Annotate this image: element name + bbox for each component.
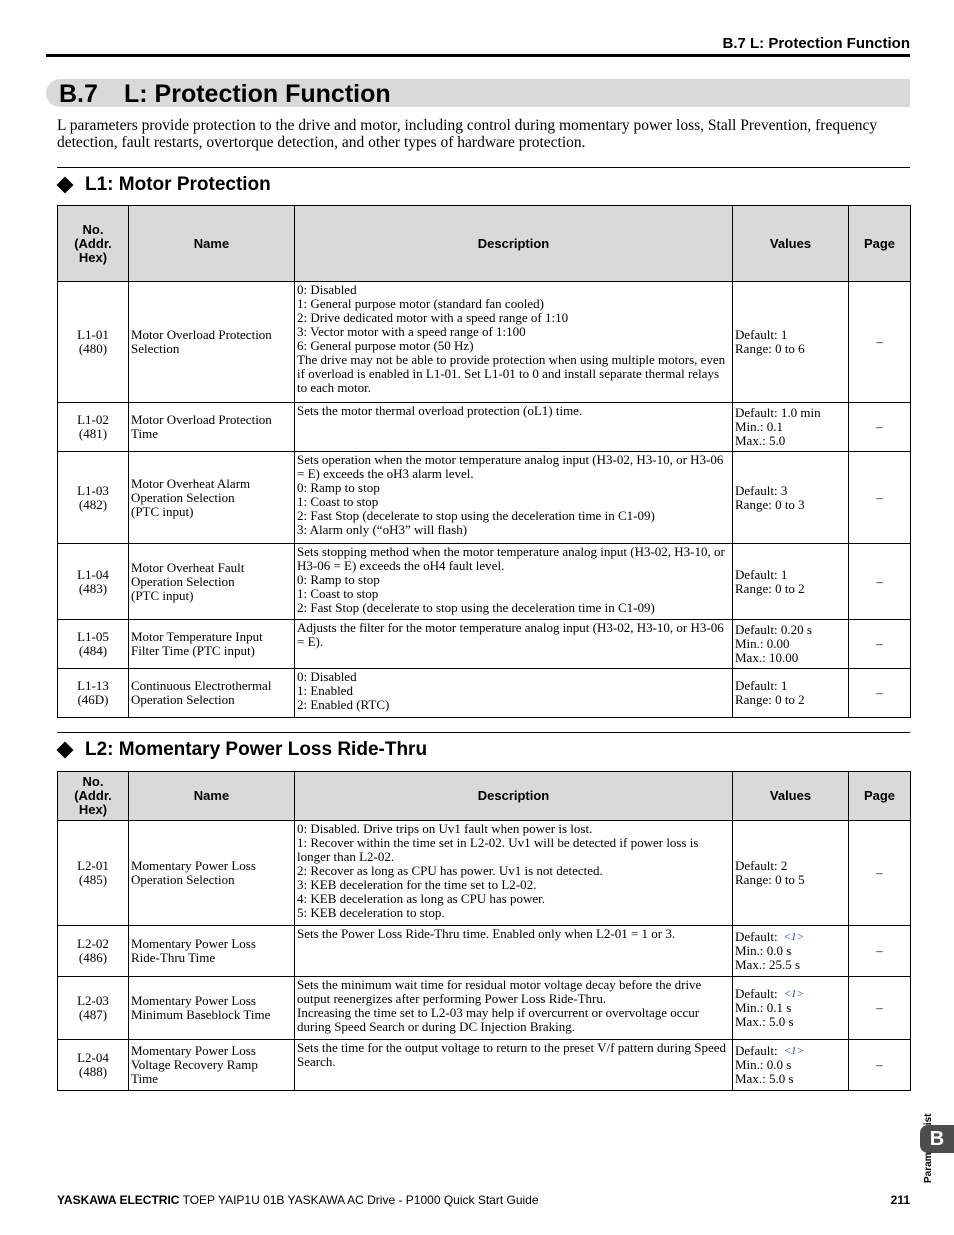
param-value: Range: 0 to 6 (735, 341, 805, 356)
param-description: 2: Fast Stop (decelerate to stop using the deceleration time in C1-09) (297, 600, 655, 615)
param-page-cell: – (849, 1040, 911, 1091)
param-number-cell (58, 669, 129, 718)
param-description: 2: Drive dedicated motor with a speed range of 1:10 (297, 310, 569, 325)
param-description: 0: Ramp to stop (297, 480, 380, 495)
param-name: Momentary Power Loss (131, 993, 256, 1008)
param-name-cell (129, 452, 295, 544)
param-description-cell (295, 403, 733, 452)
param-value: Default: 2 (735, 858, 788, 873)
param-values-cell (733, 620, 849, 669)
param-number: (482) (78, 496, 108, 512)
param-page-cell: – (849, 544, 911, 620)
param-number: (480) (78, 341, 108, 356)
param-description: Adjusts the filter for the motor temperature analog input (H3-02, H3-10, or H3-06 = E). (297, 620, 724, 649)
param-name: Operation Selection (131, 573, 235, 589)
param-name: Operation Selection (131, 489, 235, 505)
param-name: (PTC input) (131, 503, 194, 519)
param-number-cell (58, 926, 129, 977)
col-header-name: Name (129, 772, 295, 821)
param-description: 0: Ramp to stop (297, 572, 380, 587)
l2-heading (57, 739, 427, 761)
param-number: (486) (78, 950, 108, 965)
param-page-cell: – (849, 821, 911, 926)
footnote-reference[interactable]: <1> (783, 931, 804, 943)
col-header-no: No. (Addr. Hex) (58, 772, 129, 821)
param-description: 2: Enabled (RTC) (297, 697, 390, 712)
param-description: Sets the time for the output voltage to return to the preset V/f pattern during Speed Search. (297, 1040, 727, 1069)
param-name-cell (129, 926, 295, 977)
l1-heading (57, 174, 271, 196)
footnote-reference[interactable]: <1> (783, 988, 804, 1000)
param-name: Motor Overheat Fault (131, 559, 245, 575)
param-page-cell: – (849, 403, 911, 452)
param-description: 1: Enabled (297, 683, 353, 698)
param-name-cell (129, 282, 295, 403)
param-values-cell (733, 403, 849, 452)
param-value: Default: $^{<1>}$ (735, 1043, 804, 1058)
param-name: Operation Selection (131, 692, 235, 707)
param-value: Range: 0 to 2 (735, 580, 805, 596)
param-values-cell (733, 821, 849, 926)
param-name: Time (131, 1071, 158, 1086)
param-number: (46D) (77, 692, 109, 707)
param-description: 1: Coast to stop (297, 494, 379, 509)
param-description-cell (295, 452, 733, 544)
param-description: 0: Disabled (297, 669, 357, 684)
table-header-row (58, 772, 911, 821)
table-row (58, 452, 911, 544)
param-value: Max.: 5.0 s (735, 1014, 794, 1029)
param-page-cell: – (849, 977, 911, 1040)
table-row (58, 1040, 911, 1091)
param-description: 2: Recover as long as CPU has power. Uv1 is not detected. (297, 863, 603, 878)
param-number: L2-04 (77, 1050, 109, 1065)
footer-brand: YASKAWA ELECTRIC (57, 1193, 180, 1207)
param-value: Default: 1 (735, 566, 788, 582)
param-value: Max.: 5.0 (735, 433, 786, 448)
page-number: 211 (890, 1193, 910, 1207)
col-header-description: Description (295, 772, 733, 821)
param-value: Range: 0 to 5 (735, 872, 805, 887)
param-number-cell (58, 1040, 129, 1091)
param-value: Default: 0.20 s (735, 622, 812, 637)
param-name: Selection (131, 341, 180, 356)
param-number: (485) (78, 872, 108, 887)
col-header-values: Values (733, 772, 849, 821)
param-number: L2-02 (77, 936, 109, 951)
l1-parameter-table (57, 205, 911, 718)
param-values-cell (733, 977, 849, 1040)
running-header: B.7 L: Protection Function (722, 35, 910, 52)
param-number-cell (58, 452, 129, 544)
param-description-cell (295, 669, 733, 718)
param-number: L1-02 (77, 412, 109, 427)
param-description-cell (295, 1040, 733, 1091)
param-page-cell: – (849, 452, 911, 544)
param-description: 4: KEB deceleration as long as CPU has power. (297, 891, 546, 906)
param-name: Motor Overheat Alarm (131, 475, 251, 491)
param-name-cell (129, 1040, 295, 1091)
param-name: Continuous Electrothermal (131, 678, 272, 693)
param-page-cell: – (849, 620, 911, 669)
param-description: 5: KEB deceleration to stop. (297, 905, 445, 920)
table-row (58, 282, 911, 403)
param-description: 3: Alarm only (“oH3” will flash) (297, 522, 468, 537)
param-name: Time (131, 426, 158, 441)
section-number: B.7 (59, 80, 98, 108)
footer-doc: TOEP YAIP1U 01B YASKAWA AC Drive - P1000 Quick Start Guide (182, 1193, 539, 1207)
param-values-cell (733, 282, 849, 403)
param-description: 0: Disabled (297, 282, 357, 297)
param-values-cell (733, 544, 849, 620)
param-number: L1-01 (77, 327, 109, 342)
param-description-cell (295, 282, 733, 403)
param-name: Motor Overload Protection (131, 412, 272, 427)
param-number: (488) (78, 1064, 108, 1079)
param-values-cell (733, 1040, 849, 1091)
col-header-values: Values (733, 206, 849, 282)
param-name-cell (129, 544, 295, 620)
l1-section-rule (57, 167, 910, 168)
param-description: Sets the motor thermal overload protection (oL1) time. (297, 403, 583, 418)
param-name-cell (129, 821, 295, 926)
param-description: 1: Coast to stop (297, 586, 379, 601)
param-values-cell (733, 669, 849, 718)
param-value: Range: 0 to 3 (735, 496, 805, 512)
col-header-name: Name (129, 206, 295, 282)
param-page-cell: – (849, 282, 911, 403)
param-description: 1: General purpose motor (standard fan cooled) (297, 296, 544, 311)
table-header-row (58, 206, 911, 282)
table-row (58, 403, 911, 452)
param-name-cell (129, 620, 295, 669)
param-value: Default: 1 (735, 327, 788, 342)
param-number-cell (58, 544, 129, 620)
param-value: Min.: 0.0 s (735, 1057, 792, 1072)
param-value: Max.: 5.0 s (735, 1071, 794, 1086)
param-description: 2: Fast Stop (decelerate to stop using the deceleration time in C1-09) (297, 508, 655, 523)
param-name: Minimum Baseblock Time (131, 1007, 271, 1022)
param-number: (483) (78, 580, 108, 596)
param-description-cell (295, 821, 733, 926)
param-number: (481) (78, 426, 108, 441)
param-description: Sets the Power Loss Ride-Thru time. Enabled only when L2-01 = 1 or 3. (297, 926, 676, 941)
param-page-cell: – (849, 926, 911, 977)
param-description: 3: KEB deceleration for the time set to L2-02. (297, 877, 537, 892)
param-value: Default: 3 (735, 482, 788, 498)
param-value: Default: $^{<1>}$ (735, 929, 804, 944)
col-header-no: No. (Addr. Hex) (58, 206, 129, 282)
l2-heading-text: L2: Momentary Power Loss Ride-Thru (85, 739, 428, 760)
param-description-cell (295, 926, 733, 977)
param-description: Increasing the time set to L2-03 may help if overcurrent or overvoltage occur during Speed Search or during DC Injection Braking. (297, 1005, 700, 1034)
param-value: Default: $^{<1>}$ (735, 986, 804, 1001)
table-row (58, 926, 911, 977)
param-description: Sets operation when the motor temperature analog input (H3-02, H3-10, or H3-06 = E) exceeds the oH3 alarm level. (297, 452, 724, 481)
param-name-cell (129, 669, 295, 718)
param-number: L1-04 (77, 566, 109, 582)
param-description-cell (295, 620, 733, 669)
param-description: 0: Disabled. Drive trips on Uv1 fault when power is lost. (297, 821, 593, 836)
table-row (58, 821, 911, 926)
param-number: L1-03 (77, 482, 109, 498)
param-value: Max.: 25.5 s (735, 957, 800, 972)
param-number-cell (58, 821, 129, 926)
param-description: Sets the minimum wait time for residual motor voltage decay before the drive output reenergizes after performing Power Loss Ride-Thru. (297, 977, 702, 1006)
param-description: 1: Recover within the time set in L2-02. Uv1 will be detected if power loss is longer than L2-02. (297, 835, 699, 864)
param-name-cell (129, 977, 295, 1040)
param-name: Voltage Recovery Ramp (131, 1057, 258, 1072)
param-number-cell (58, 403, 129, 452)
param-name: (PTC input) (131, 587, 194, 603)
intro-paragraph: L parameters provide protection to the drive and motor, including control during momentary power loss, Stall Prevention, frequency detection, fault restarts, overtorque detection, and other types of hardware protection. (57, 117, 878, 151)
param-description: 3: Vector motor with a speed range of 1:100 (297, 324, 526, 339)
param-value: Min.: 0.1 (735, 419, 784, 434)
table-row (58, 544, 911, 620)
param-value: Max.: 10.00 (735, 650, 799, 665)
param-value: Min.: 0.00 (735, 636, 790, 651)
param-name-cell (129, 403, 295, 452)
param-value: Min.: 0.1 s (735, 1000, 792, 1015)
header-rule (46, 54, 910, 57)
diamond-bullet-icon (57, 742, 74, 759)
param-value: Default: 1 (735, 678, 788, 693)
param-number: L2-01 (77, 858, 109, 873)
param-number: L1-05 (77, 629, 109, 644)
param-description-cell (295, 544, 733, 620)
param-number: (484) (78, 643, 108, 658)
table-row (58, 620, 911, 669)
param-number: L1-13 (77, 678, 109, 693)
section-title: L: Protection Function (124, 80, 391, 108)
param-description: 6: General purpose motor (50 Hz) (297, 338, 474, 353)
param-value: Default: 1.0 min (735, 405, 821, 420)
footer (57, 1193, 539, 1207)
param-description-cell (295, 977, 733, 1040)
l2-section-rule (57, 732, 910, 733)
table-row (58, 669, 911, 718)
param-value: Range: 0 to 2 (735, 692, 805, 707)
param-page-cell: – (849, 669, 911, 718)
param-description: The drive may not be able to provide protection when using multiple motors, even if overload is enabled in L1-01. Set L1-01 to 0 and install separate thermal relays to each motor. (297, 352, 726, 395)
param-name: Momentary Power Loss (131, 936, 256, 951)
table-row (58, 977, 911, 1040)
param-name: Momentary Power Loss (131, 1043, 256, 1058)
param-name: Motor Overload Protection (131, 327, 272, 342)
param-name: Momentary Power Loss (131, 858, 256, 873)
l1-heading-text: L1: Motor Protection (85, 174, 271, 195)
param-number: L2-03 (77, 993, 109, 1008)
param-name: Filter Time (PTC input) (131, 643, 255, 658)
param-name: Motor Temperature Input (131, 629, 263, 644)
param-values-cell (733, 926, 849, 977)
param-number-cell (58, 620, 129, 669)
footnote-reference[interactable]: <1> (783, 1045, 804, 1057)
param-name: Ride-Thru Time (131, 950, 216, 965)
param-values-cell (733, 452, 849, 544)
param-name: Operation Selection (131, 872, 235, 887)
param-value: Min.: 0.0 s (735, 943, 792, 958)
param-number-cell (58, 282, 129, 403)
appendix-tab: B (920, 1125, 954, 1153)
col-header-page: Page (849, 772, 911, 821)
diamond-bullet-icon (57, 177, 74, 194)
param-number: (487) (78, 1007, 108, 1022)
l2-parameter-table (57, 771, 911, 1091)
col-header-description: Description (295, 206, 733, 282)
col-header-page: Page (849, 206, 911, 282)
param-description: Sets stopping method when the motor temperature analog input (H3-02, H3-10, or H3-06 = E) exceeds the oH4 fault level. (297, 544, 725, 573)
param-number-cell (58, 977, 129, 1040)
